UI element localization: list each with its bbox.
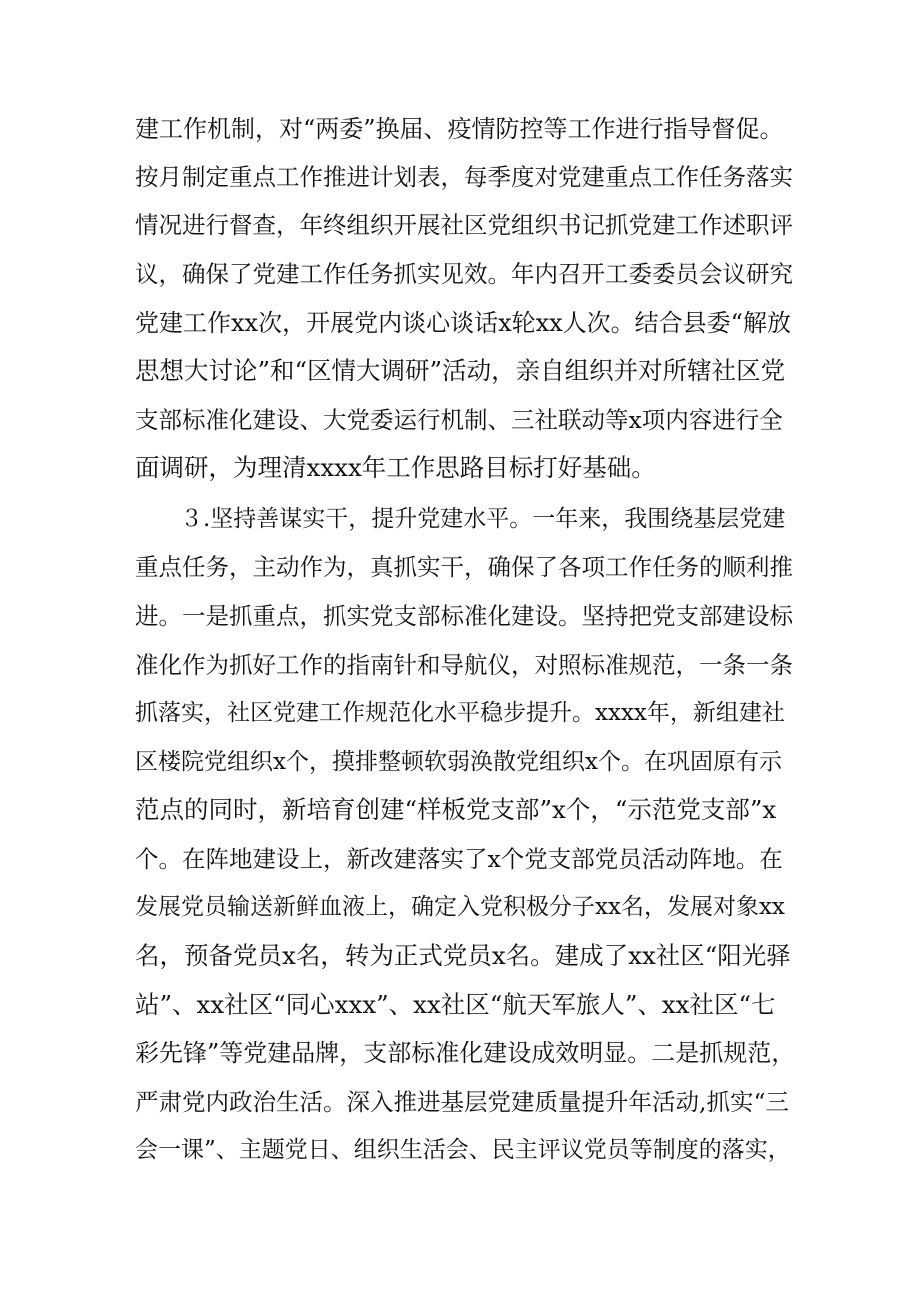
paragraph-line: 严肃党内政治生活。深入推进基层党建质量提升年活动,抓实“三 (135, 1088, 789, 1116)
paragraph-line: 名，预备党员x名，转为正式党员x名。建成了xx社区“阳光驿 (135, 941, 791, 970)
paragraph-line: 建工作机制，对“两委”换届、疫情防控等工作进行指导督促。 (135, 115, 784, 143)
section-heading-line: ３.坚持善谋实干，提升党建水平。一年来，我围绕基层党建 (180, 506, 786, 532)
paragraph-line: 发展党员输送新鲜血液上，确定入党积极分子xx名，发展对象xx (135, 894, 785, 920)
paragraph-line: 会一课”、主题党日、组织生活会、民主评议党员等制度的落实， (135, 1137, 791, 1163)
paragraph-line: 彩先锋”等党建品牌，支部标准化建设成效明显。二是抓规范， (135, 1039, 796, 1067)
paragraph-line: 站”、xx社区“同心xxx”、xx社区“航天军旅人”、xx社区“七 (135, 990, 776, 1019)
paragraph-line: 范点的同时，新培育创建“样板党支部”x个，“示范党支部”x (135, 795, 777, 824)
paragraph-line: 区楼院党组织x个，摸排整顿软弱涣散党组织x个。在巩固原有示 (135, 749, 782, 775)
paragraph-line: 面调研，为理清xxxx年工作思路目标打好基础。 (135, 453, 656, 482)
paragraph-line: 重点任务，主动作为，真抓实干，确保了各项工作任务的顺利推 (135, 553, 793, 581)
paragraph-line: 支部标准化建设、大党委运行机制、三社联动等x项内容进行全 (135, 406, 783, 434)
paragraph-line: 思想大讨论”和“区情大调研”活动，亲自组织并对所辖社区党 (135, 356, 786, 385)
paragraph-line: 议，确保了党建工作任务抓实见效。年内召开工委委员会议研究 (135, 260, 793, 288)
paragraph-line: 准化作为抓好工作的指南针和导航仪，对照标准规范，一条一条 (135, 651, 793, 679)
paragraph-line: 按月制定重点工作推进计划表，每季度对党建重点工作任务落实 (135, 163, 793, 191)
paragraph-line: 抓落实，社区党建工作规范化水平稳步提升。xxxx年，新组建社 (135, 700, 785, 726)
paragraph-line: 进。一是抓重点，抓实党支部标准化建设。坚持把党支部建设标 (135, 602, 793, 630)
paragraph-line: 党建工作xx次，开展党内谈心谈话x轮xx人次。结合县委“解放 (135, 309, 791, 337)
paragraph-line: 个。在阵地建设上，新改建落实了x个党支部党员活动阵地。在 (135, 845, 783, 873)
paragraph-line: 情况进行督查，年终组织开展社区党组织书记抓党建工作述职评 (135, 211, 793, 239)
